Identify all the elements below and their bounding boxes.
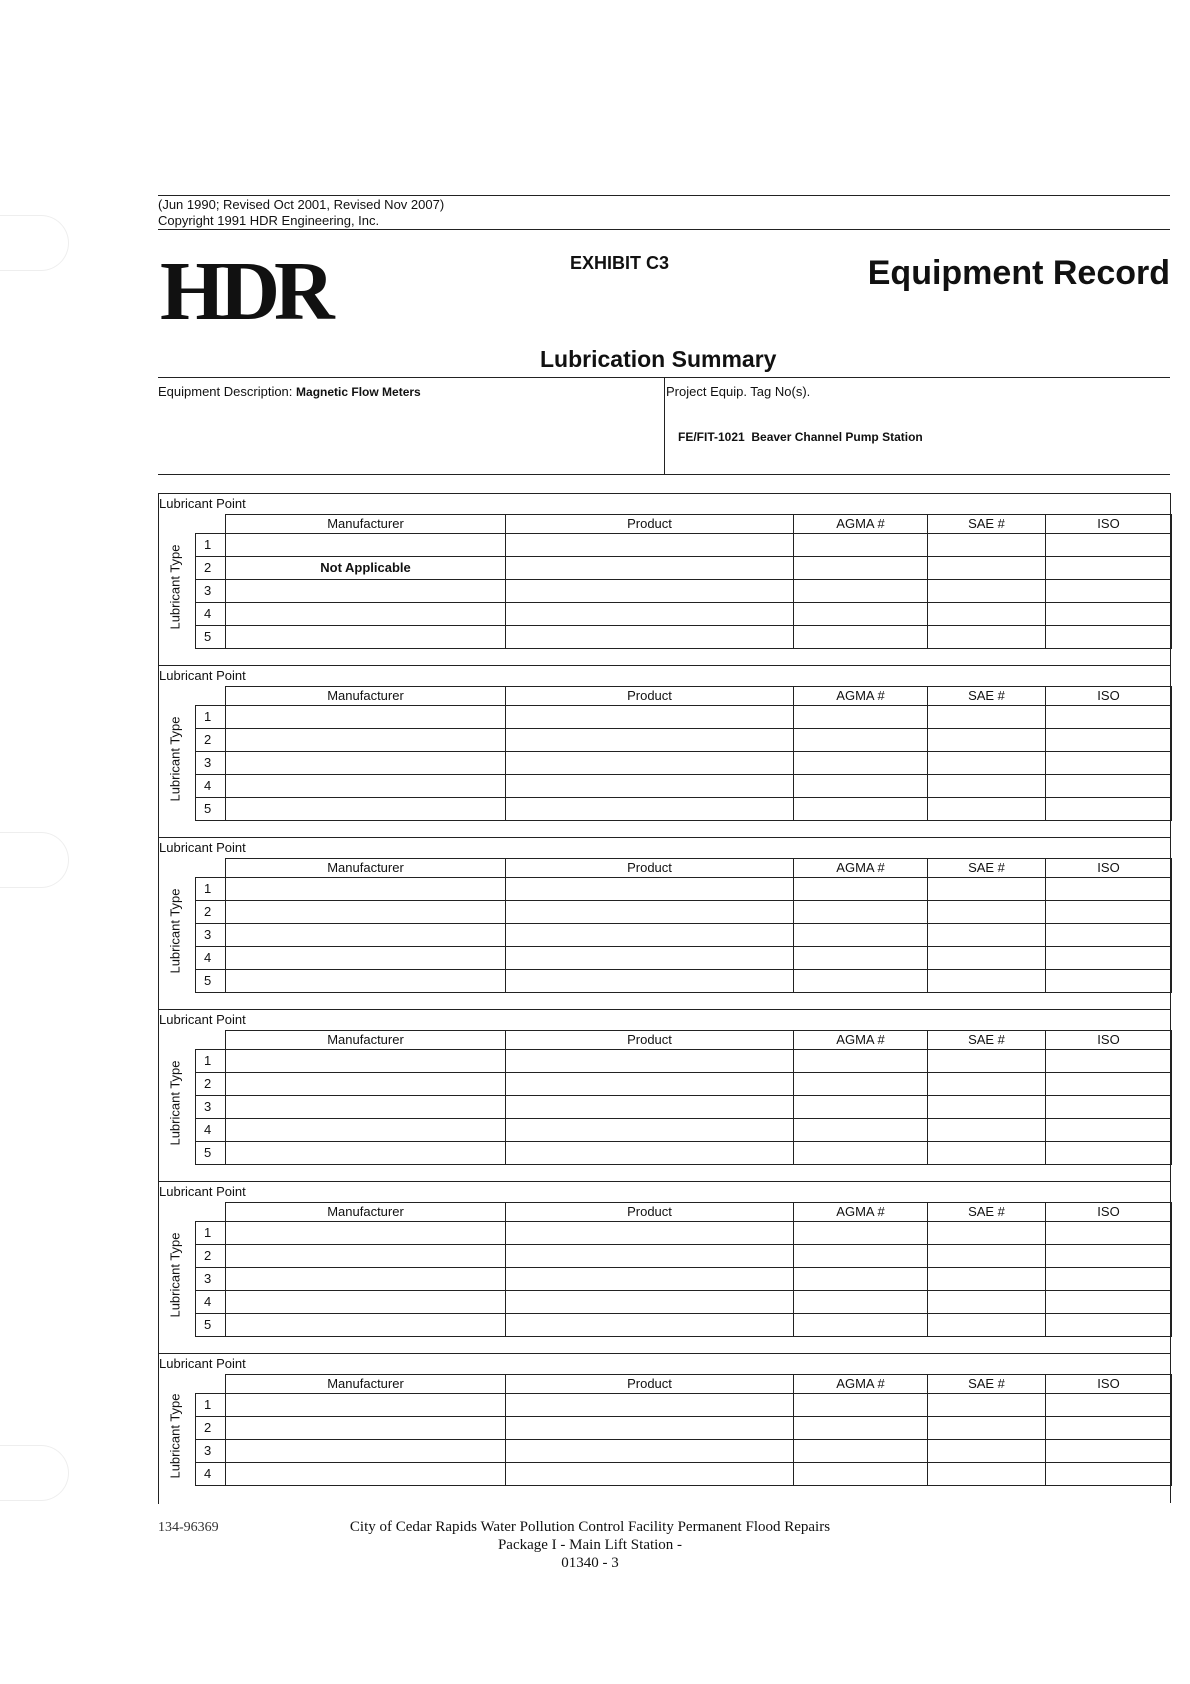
manufacturer-cell xyxy=(226,534,506,557)
manufacturer-cell: Not Applicable xyxy=(226,557,506,580)
table-row xyxy=(196,1394,1172,1417)
iso-cell xyxy=(1046,1417,1172,1440)
sae-cell xyxy=(928,729,1046,752)
manufacturer-cell xyxy=(226,729,506,752)
punch-hole xyxy=(0,215,69,271)
row-number: 3 xyxy=(196,1268,226,1291)
agma-cell xyxy=(794,775,928,798)
iso-cell xyxy=(1046,1073,1172,1096)
lubricant-point-label: Lubricant Point xyxy=(159,668,246,683)
lubricant-table xyxy=(195,858,1172,993)
table-row xyxy=(196,1142,1172,1165)
product-cell xyxy=(506,1268,794,1291)
tag-value: FE/FIT-1021 Beaver Channel Pump Station xyxy=(678,430,923,444)
agma-cell xyxy=(794,580,928,603)
iso-cell xyxy=(1046,1222,1172,1245)
row-number: 1 xyxy=(196,1222,226,1245)
lubricant-point-label: Lubricant Point xyxy=(159,496,246,511)
lubricant-point-section xyxy=(158,1009,1171,1182)
row-number: 1 xyxy=(196,534,226,557)
product-cell xyxy=(506,1142,794,1165)
sae-cell xyxy=(928,1440,1046,1463)
lubricant-type-label: Lubricant Type xyxy=(167,1232,183,1318)
product-cell xyxy=(506,752,794,775)
manufacturer-cell xyxy=(226,752,506,775)
table-row xyxy=(196,580,1172,603)
sae-cell xyxy=(928,1119,1046,1142)
lubricant-table xyxy=(195,1030,1172,1165)
column-header: SAE # xyxy=(928,859,1046,878)
column-header: ISO xyxy=(1046,1031,1172,1050)
agma-cell xyxy=(794,901,928,924)
product-cell xyxy=(506,878,794,901)
column-header: Manufacturer xyxy=(226,687,506,706)
manufacturer-cell xyxy=(226,1119,506,1142)
table-row xyxy=(196,603,1172,626)
sae-cell xyxy=(928,1394,1046,1417)
punch-hole xyxy=(0,832,69,888)
lubricant-type-label: Lubricant Type xyxy=(167,1393,183,1479)
iso-cell xyxy=(1046,878,1172,901)
row-number: 5 xyxy=(196,970,226,993)
lubricant-type-label: Lubricant Type xyxy=(167,888,183,974)
manufacturer-cell xyxy=(226,1314,506,1337)
row-number: 4 xyxy=(196,603,226,626)
table-row xyxy=(196,1245,1172,1268)
row-number: 4 xyxy=(196,1463,226,1486)
column-header: ISO xyxy=(1046,1203,1172,1222)
iso-cell xyxy=(1046,1440,1172,1463)
doc-number: 134-96369 xyxy=(158,1520,219,1535)
sae-cell xyxy=(928,878,1046,901)
iso-cell xyxy=(1046,1245,1172,1268)
product-cell xyxy=(506,1245,794,1268)
row-number: 1 xyxy=(196,1050,226,1073)
row-number: 5 xyxy=(196,798,226,821)
agma-cell xyxy=(794,557,928,580)
table-row xyxy=(196,557,1172,580)
column-header: Product xyxy=(506,1031,794,1050)
row-number: 1 xyxy=(196,706,226,729)
sae-cell xyxy=(928,924,1046,947)
product-cell xyxy=(506,798,794,821)
sae-cell xyxy=(928,901,1046,924)
column-header: Product xyxy=(506,1203,794,1222)
agma-cell xyxy=(794,970,928,993)
table-row xyxy=(196,752,1172,775)
table-header-row xyxy=(196,1375,1172,1394)
sae-cell xyxy=(928,626,1046,649)
table-row xyxy=(196,798,1172,821)
iso-cell xyxy=(1046,557,1172,580)
column-header: Product xyxy=(506,1375,794,1394)
table-row xyxy=(196,1119,1172,1142)
product-cell xyxy=(506,924,794,947)
table-header-row xyxy=(196,687,1172,706)
product-cell xyxy=(506,1073,794,1096)
column-header: Manufacturer xyxy=(226,1375,506,1394)
manufacturer-cell xyxy=(226,798,506,821)
sae-cell xyxy=(928,1463,1046,1486)
row-number: 2 xyxy=(196,1073,226,1096)
manufacturer-cell xyxy=(226,626,506,649)
manufacturer-cell xyxy=(226,1142,506,1165)
equipment-description xyxy=(158,384,421,399)
agma-cell xyxy=(794,534,928,557)
agma-cell xyxy=(794,752,928,775)
table-row xyxy=(196,1440,1172,1463)
iso-cell xyxy=(1046,752,1172,775)
product-cell xyxy=(506,557,794,580)
table-header-row xyxy=(196,1031,1172,1050)
lubricant-point-label: Lubricant Point xyxy=(159,1012,246,1027)
table-row xyxy=(196,534,1172,557)
document-title: Equipment Record xyxy=(867,254,1170,292)
sae-cell xyxy=(928,775,1046,798)
row-number: 2 xyxy=(196,557,226,580)
sae-cell xyxy=(928,798,1046,821)
table-row xyxy=(196,1314,1172,1337)
table-row xyxy=(196,626,1172,649)
column-header: ISO xyxy=(1046,859,1172,878)
iso-cell xyxy=(1046,924,1172,947)
column-header: AGMA # xyxy=(794,1375,928,1394)
agma-cell xyxy=(794,878,928,901)
row-number: 1 xyxy=(196,1394,226,1417)
product-cell xyxy=(506,1394,794,1417)
sae-cell xyxy=(928,557,1046,580)
header-blank-cell xyxy=(196,859,226,878)
iso-cell xyxy=(1046,1050,1172,1073)
agma-cell xyxy=(794,1050,928,1073)
agma-cell xyxy=(794,626,928,649)
manufacturer-cell xyxy=(226,1291,506,1314)
header-rule xyxy=(158,195,1170,196)
row-number: 2 xyxy=(196,1245,226,1268)
product-cell xyxy=(506,1291,794,1314)
header-blank-cell xyxy=(196,1031,226,1050)
lubricant-point-label: Lubricant Point xyxy=(159,1184,246,1199)
row-number: 3 xyxy=(196,1440,226,1463)
agma-cell xyxy=(794,1142,928,1165)
agma-cell xyxy=(794,1268,928,1291)
agma-cell xyxy=(794,924,928,947)
iso-cell xyxy=(1046,580,1172,603)
agma-cell xyxy=(794,1314,928,1337)
lubricant-point-section xyxy=(158,493,1171,666)
product-cell xyxy=(506,1119,794,1142)
manufacturer-cell xyxy=(226,1096,506,1119)
table-row xyxy=(196,775,1172,798)
table-header-row xyxy=(196,859,1172,878)
manufacturer-cell xyxy=(226,1268,506,1291)
row-number: 3 xyxy=(196,1096,226,1119)
iso-cell xyxy=(1046,1119,1172,1142)
iso-cell xyxy=(1046,534,1172,557)
column-header: SAE # xyxy=(928,687,1046,706)
table-row xyxy=(196,1096,1172,1119)
row-number: 4 xyxy=(196,1119,226,1142)
iso-cell xyxy=(1046,1096,1172,1119)
iso-cell xyxy=(1046,706,1172,729)
manufacturer-cell xyxy=(226,901,506,924)
manufacturer-cell xyxy=(226,1440,506,1463)
sae-cell xyxy=(928,603,1046,626)
manufacturer-cell xyxy=(226,706,506,729)
manufacturer-cell xyxy=(226,580,506,603)
sae-cell xyxy=(928,1142,1046,1165)
header-blank-cell xyxy=(196,1375,226,1394)
header-blank-cell xyxy=(196,687,226,706)
iso-cell xyxy=(1046,1314,1172,1337)
iso-cell xyxy=(1046,901,1172,924)
exhibit-label: EXHIBIT C3 xyxy=(570,253,670,273)
table-row xyxy=(196,1050,1172,1073)
product-cell xyxy=(506,901,794,924)
column-header: AGMA # xyxy=(794,687,928,706)
product-cell xyxy=(506,706,794,729)
product-cell xyxy=(506,1050,794,1073)
table-row xyxy=(196,1463,1172,1486)
sae-cell xyxy=(928,1291,1046,1314)
product-cell xyxy=(506,729,794,752)
lubricant-table xyxy=(195,1202,1172,1337)
agma-cell xyxy=(794,1096,928,1119)
product-cell xyxy=(506,1463,794,1486)
equipment-description-label: Equipment Description: xyxy=(158,384,293,399)
row-number: 4 xyxy=(196,947,226,970)
row-number: 5 xyxy=(196,1314,226,1337)
manufacturer-cell xyxy=(226,1050,506,1073)
header-blank-cell xyxy=(196,515,226,534)
iso-cell xyxy=(1046,970,1172,993)
manufacturer-cell xyxy=(226,1394,506,1417)
footer-line-3: 01340 - 3 xyxy=(561,1555,619,1571)
lubricant-point-section xyxy=(158,1353,1171,1504)
column-header: Manufacturer xyxy=(226,515,506,534)
agma-cell xyxy=(794,1440,928,1463)
product-cell xyxy=(506,1314,794,1337)
column-header: Manufacturer xyxy=(226,1031,506,1050)
column-header: Product xyxy=(506,687,794,706)
product-cell xyxy=(506,1222,794,1245)
manufacturer-cell xyxy=(226,775,506,798)
table-row xyxy=(196,706,1172,729)
agma-cell xyxy=(794,1073,928,1096)
agma-cell xyxy=(794,1245,928,1268)
lubricant-point-label: Lubricant Point xyxy=(159,1356,246,1371)
copyright-note: Copyright 1991 HDR Engineering, Inc. xyxy=(158,213,380,228)
column-header: SAE # xyxy=(928,515,1046,534)
lubricant-table xyxy=(195,686,1172,821)
manufacturer-cell xyxy=(226,1222,506,1245)
manufacturer-cell xyxy=(226,1463,506,1486)
table-row xyxy=(196,947,1172,970)
tag-label: Project Equip. Tag No(s). xyxy=(666,384,811,399)
product-cell xyxy=(506,1417,794,1440)
table-row xyxy=(196,1073,1172,1096)
iso-cell xyxy=(1046,775,1172,798)
sae-cell xyxy=(928,1222,1046,1245)
product-cell xyxy=(506,534,794,557)
column-header: SAE # xyxy=(928,1375,1046,1394)
row-number: 1 xyxy=(196,878,226,901)
table-row xyxy=(196,729,1172,752)
sae-cell xyxy=(928,1245,1046,1268)
row-number: 3 xyxy=(196,924,226,947)
lubricant-point-section xyxy=(158,837,1171,1010)
column-header: Product xyxy=(506,515,794,534)
agma-cell xyxy=(794,1119,928,1142)
table-row xyxy=(196,1417,1172,1440)
lubricant-point-section xyxy=(158,1181,1171,1354)
column-header: Manufacturer xyxy=(226,859,506,878)
iso-cell xyxy=(1046,798,1172,821)
lubricant-point-section xyxy=(158,665,1171,838)
sae-cell xyxy=(928,752,1046,775)
row-number: 4 xyxy=(196,1291,226,1314)
agma-cell xyxy=(794,947,928,970)
sae-cell xyxy=(928,947,1046,970)
column-header: ISO xyxy=(1046,687,1172,706)
manufacturer-cell xyxy=(226,924,506,947)
row-number: 2 xyxy=(196,729,226,752)
iso-cell xyxy=(1046,947,1172,970)
product-cell xyxy=(506,626,794,649)
lubricant-type-label: Lubricant Type xyxy=(167,544,183,630)
row-number: 3 xyxy=(196,752,226,775)
lubricant-type-label: Lubricant Type xyxy=(167,1060,183,1146)
column-header: Manufacturer xyxy=(226,1203,506,1222)
iso-cell xyxy=(1046,626,1172,649)
table-row xyxy=(196,1291,1172,1314)
lubricant-table xyxy=(195,514,1172,649)
column-header: SAE # xyxy=(928,1031,1046,1050)
iso-cell xyxy=(1046,1463,1172,1486)
column-header: SAE # xyxy=(928,1203,1046,1222)
row-number: 2 xyxy=(196,901,226,924)
manufacturer-cell xyxy=(226,1417,506,1440)
agma-cell xyxy=(794,603,928,626)
agma-cell xyxy=(794,1394,928,1417)
column-header: Product xyxy=(506,859,794,878)
manufacturer-cell xyxy=(226,1073,506,1096)
sae-cell xyxy=(928,1096,1046,1119)
agma-cell xyxy=(794,729,928,752)
sae-cell xyxy=(928,1314,1046,1337)
agma-cell xyxy=(794,798,928,821)
row-number: 3 xyxy=(196,580,226,603)
table-row xyxy=(196,1222,1172,1245)
sae-cell xyxy=(928,1268,1046,1291)
product-cell xyxy=(506,1096,794,1119)
header-blank-cell xyxy=(196,1203,226,1222)
table-row xyxy=(196,970,1172,993)
lubricant-table xyxy=(195,1374,1172,1486)
sae-cell xyxy=(928,1417,1046,1440)
iso-cell xyxy=(1046,1394,1172,1417)
iso-cell xyxy=(1046,1142,1172,1165)
column-header: ISO xyxy=(1046,1375,1172,1394)
sae-cell xyxy=(928,1050,1046,1073)
sae-cell xyxy=(928,1073,1046,1096)
footer-line-2: Package I - Main Lift Station - xyxy=(497,1537,683,1553)
table-row xyxy=(196,878,1172,901)
table-row xyxy=(196,1268,1172,1291)
column-header: AGMA # xyxy=(794,515,928,534)
info-divider xyxy=(664,377,665,474)
manufacturer-cell xyxy=(226,603,506,626)
lubricant-point-label: Lubricant Point xyxy=(159,840,246,855)
sae-cell xyxy=(928,580,1046,603)
column-header: ISO xyxy=(1046,515,1172,534)
table-row xyxy=(196,901,1172,924)
punch-hole xyxy=(0,1445,69,1501)
equipment-description-value: Magnetic Flow Meters xyxy=(296,385,421,399)
revision-note: (Jun 1990; Revised Oct 2001, Revised Nov 2007) xyxy=(158,197,445,212)
column-header: AGMA # xyxy=(794,1203,928,1222)
agma-cell xyxy=(794,706,928,729)
product-cell xyxy=(506,1440,794,1463)
lubrication-summary-title: Lubrication Summary xyxy=(540,346,777,372)
agma-cell xyxy=(794,1417,928,1440)
hdr-logo: HDR xyxy=(160,245,329,338)
agma-cell xyxy=(794,1463,928,1486)
row-number: 5 xyxy=(196,1142,226,1165)
lubricant-type-label: Lubricant Type xyxy=(167,716,183,802)
product-cell xyxy=(506,775,794,798)
product-cell xyxy=(506,970,794,993)
row-number: 2 xyxy=(196,1417,226,1440)
table-header-row xyxy=(196,515,1172,534)
column-header: AGMA # xyxy=(794,1031,928,1050)
sae-cell xyxy=(928,970,1046,993)
row-number: 4 xyxy=(196,775,226,798)
manufacturer-cell xyxy=(226,878,506,901)
row-number: 5 xyxy=(196,626,226,649)
manufacturer-cell xyxy=(226,1245,506,1268)
table-header-row xyxy=(196,1203,1172,1222)
product-cell xyxy=(506,580,794,603)
agma-cell xyxy=(794,1291,928,1314)
info-bottom-rule xyxy=(158,474,1170,475)
footer-line-1: City of Cedar Rapids Water Pollution Control Facility Permanent Flood Repairs xyxy=(349,1519,831,1535)
product-cell xyxy=(506,947,794,970)
iso-cell xyxy=(1046,1268,1172,1291)
sae-cell xyxy=(928,706,1046,729)
table-row xyxy=(196,924,1172,947)
sae-cell xyxy=(928,534,1046,557)
agma-cell xyxy=(794,1222,928,1245)
column-header: AGMA # xyxy=(794,859,928,878)
manufacturer-cell xyxy=(226,970,506,993)
header-rule xyxy=(158,229,1170,230)
manufacturer-cell xyxy=(226,947,506,970)
product-cell xyxy=(506,603,794,626)
iso-cell xyxy=(1046,1291,1172,1314)
iso-cell xyxy=(1046,729,1172,752)
iso-cell xyxy=(1046,603,1172,626)
